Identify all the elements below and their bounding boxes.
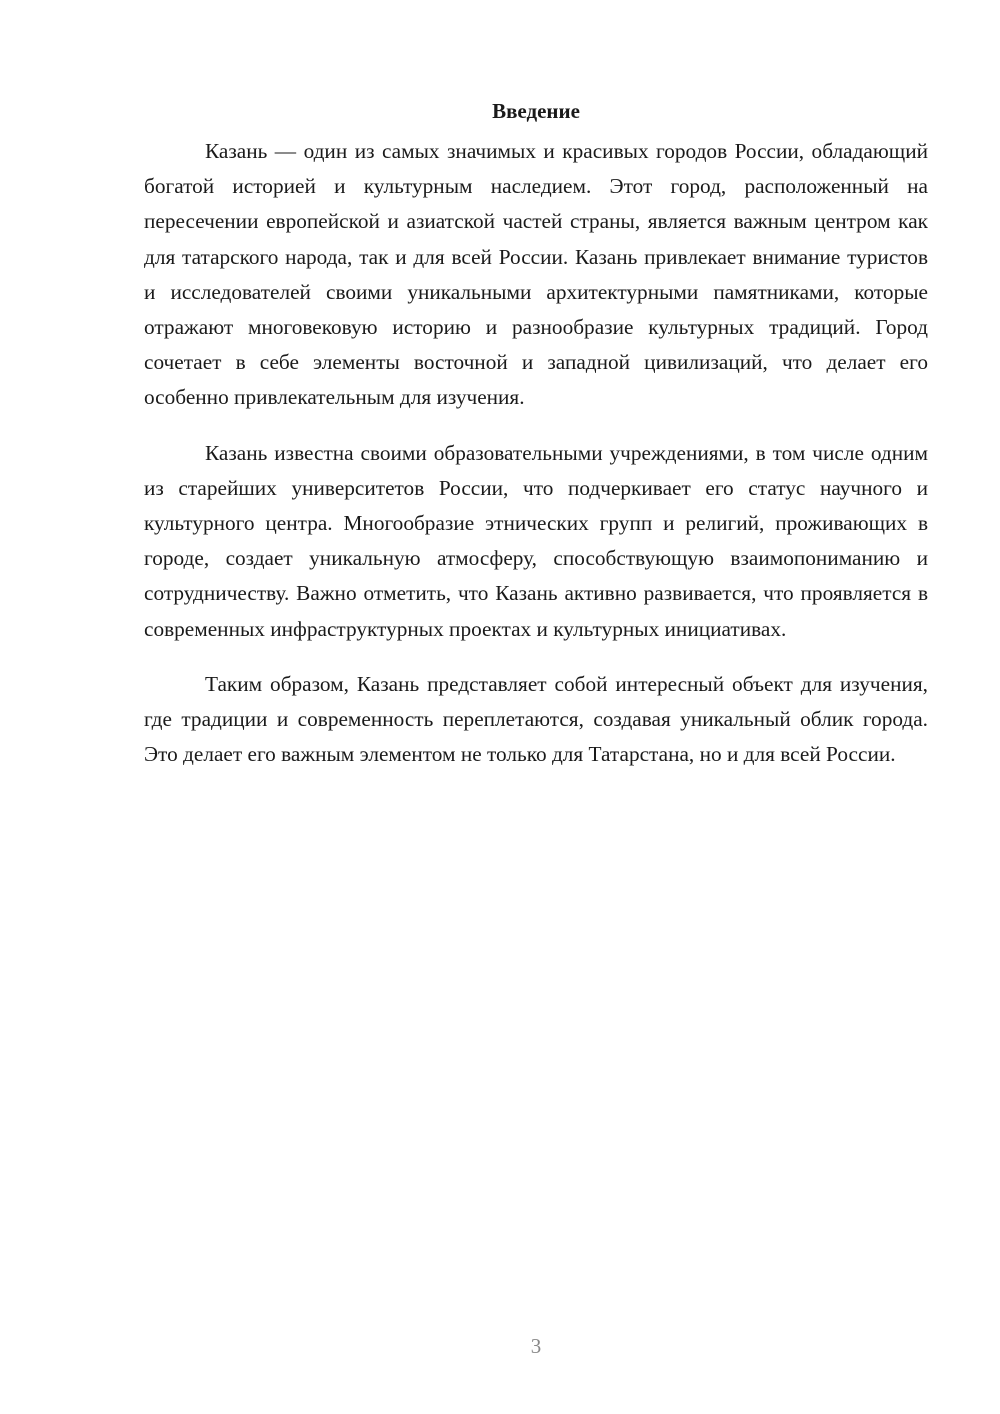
paragraph-2: Казань известна своими образовательными учреждениями, в том числе одним из старейших университетов России, что подчеркивает его статус научного и культурного центра. Многообразие этнических групп и религий, проживающих в городе, создает уникальную атмосферу, способствующую взаимопониманию и сотрудничеству. Важно отметить, что Казань активно развивается, что проявляется в современных инфраструктурных проектах и культурных инициативах. xyxy=(144,440,928,641)
paragraph-3: Таким образом, Казань представляет собой интересный объект для изучения, где традиции и современность переплетаются, создавая уникальный облик города. Это делает его важным элементом не только для Татарстана, но и для всей России. xyxy=(144,671,928,767)
page-number: 3 xyxy=(530,1334,542,1358)
page-title: Введение xyxy=(492,99,580,123)
page-content xyxy=(144,98,928,772)
paragraph-1: Казань — один из самых значимых и красивых городов России, обладающий богатой историей и культурным наследием. Этот город, расположенный на пересечении европейской и азиатской частей страны, является важным центром как для татарского народа, так и для всей России. Казань привлекает внимание туристов и исследователей своими уникальными архитектурными памятниками, которые отражают многовековую историю и разнообразие культурных традиций. Город сочетает в себе элементы восточной и западной цивилизаций, что делает его особенно привлекательным для изучения. xyxy=(144,139,928,410)
